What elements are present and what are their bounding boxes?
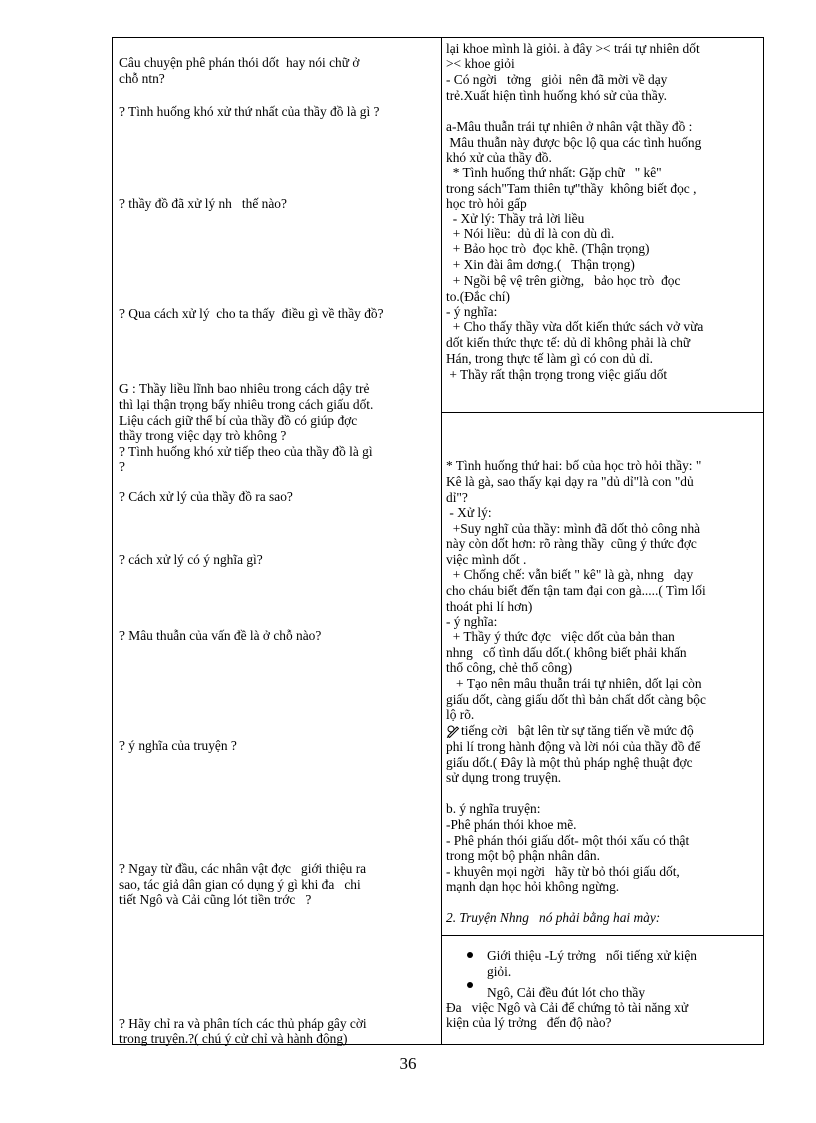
answer-line: +Suy nghĩ của thầy: mình đã dốt thỏ công nhà (446, 521, 701, 536)
answer-line: - khuyên mọi ngời hãy từ bỏ thói giấu dốt, (446, 864, 680, 879)
answer-line: khó xử của thầy đồ. (446, 150, 552, 165)
answer-line: phi lí trong hành động và lời nói của thầy đồ để (446, 739, 701, 754)
answer-line: + Bảo học trò đọc khẽ. (Thận trọng) (446, 241, 650, 256)
bullet-item: Giới thiệu -Lý trởng nổi tiếng xử kiện (487, 948, 697, 963)
question-line: ? Cách xử lý của thầy đồ ra sao? (119, 489, 293, 504)
section-heading: 2. Truyện Nhng nó phải bằng hai mày: (446, 910, 661, 925)
answer-line: + Thầy rất thận trọng trong việc giấu dốt (446, 367, 668, 382)
answer-line: -Phê phán thói khoe mẽ. (446, 817, 577, 832)
answer-line: học trò hỏi gấp (446, 196, 527, 211)
bullet-item: Ngô, Cải đều đút lót cho thầy (487, 985, 646, 1000)
teacher-note: Liệu cách giữ thể bí của thầy đồ có giúp đợc (119, 413, 358, 428)
question-line: ? Ngay từ đầu, các nhân vật đợc giới thiệu ra (119, 861, 367, 876)
question-line: ? Hãy chỉ ra và phân tích các thủ pháp gây cời (119, 1016, 367, 1031)
pen-icon (446, 724, 460, 738)
answer-line: sử dụng trong truyện. (446, 770, 562, 785)
question-line: ? Qua cách xử lý cho ta thấy điều gì về thầy đồ? (119, 306, 384, 321)
answer-line: cho cháu biết đến tận tam đại con gà.....( Tìm lối (446, 583, 706, 598)
question-line: ? Mâu thuẫn của vấn đề là ở chỗ nào? (119, 628, 322, 643)
question-line: Câu chuyện phê phán thói dốt hay nói chữ ở (119, 55, 360, 70)
page-number: 36 (399, 1054, 417, 1073)
answer-line: lộ rõ. (446, 707, 475, 722)
question-line: ? Tình huống khó xử thứ nhất của thầy đồ là gì ? (119, 104, 380, 119)
section-heading: a-Mâu thuẫn trái tự nhiên ở nhân vật thầy đồ : (446, 119, 693, 134)
answer-line: + Xin đài âm dơng.( Thận trọng) (446, 257, 635, 272)
answer-line: - ý nghĩa: (446, 614, 498, 629)
questions-column (113, 38, 441, 1044)
answer-line: - Xử lý: Thầy trả lời liều (446, 211, 585, 226)
answer-line: dỉ"? (446, 490, 468, 505)
question-line: ? ý nghĩa của truyện ? (119, 738, 237, 753)
answer-line: trẻ.Xuất hiện tình huống khó sử của thầy. (446, 88, 667, 103)
answer-line: tiếng cời bật lên từ sự tăng tiến về mức độ (461, 723, 694, 738)
answer-line: Đa việc Ngô và Cải để chứng tỏ tài năng xử (446, 1000, 689, 1015)
answer-line: - ý nghĩa: (446, 304, 498, 319)
question-line: tiết Ngô và Cải cũng lót tiền trớc ? (119, 892, 312, 907)
question-line: sao, tác giả dân gian có dụng ý gì khi đa chi (119, 877, 361, 892)
answer-line: Mâu thuẫn này được bộc lộ qua các tình huống (446, 135, 702, 150)
answer-line: + Chống chế: vẫn biết " kê" là gà, nhng dạy (446, 567, 694, 582)
answer-line: dốt kiến thức thực tế: dủ dỉ không phải là chữ (446, 335, 691, 350)
answer-line: + Thầy ý thức đợc việc dốt của bản than (446, 629, 675, 644)
answer-line: kiện của lý trởng đến độ nào? (446, 1015, 612, 1030)
answers-column (442, 38, 763, 1044)
answer-line: * Tình huống thứ hai: bố của học trò hỏi thầy: " (446, 458, 702, 473)
answer-line: nhng cố tình dấu dốt.( không biết phải khấn (446, 645, 687, 660)
answer-line: - Phê phán thói giấu dốt- một thói xấu có thật (446, 833, 690, 848)
question-line: ? thầy đồ đã xử lý nh thế nào? (119, 196, 287, 211)
answer-line: này còn dốt hơn: rõ ràng thầy cũng ý thức đợc (446, 536, 697, 551)
bullet-item: giỏi. (487, 964, 512, 979)
answer-line: lại khoe mình là giỏi. à đây >< trái tự nhiên dốt (446, 41, 700, 56)
bullet-icon (467, 982, 473, 988)
lesson-table (112, 37, 764, 1045)
teacher-note: thầy trong việc dạy trò không ? (119, 428, 287, 443)
answer-line: + Nói liều: dủ dỉ là con dù dì. (446, 226, 615, 241)
answer-line: to.(Đắc chí) (446, 289, 510, 304)
answer-line: >< khoe giỏi (446, 56, 515, 71)
answer-line: Kê là gà, sao thấy kại dạy ra "dủ dỉ"là con "dủ (446, 474, 694, 489)
answer-line: thoát phi lí hơn) (446, 599, 533, 614)
answer-line: + Tạo nên mâu thuẫn trái tự nhiên, dốt lại còn (446, 676, 702, 691)
section-separator (442, 412, 763, 413)
question-line: ? cách xử lý có ý nghĩa gì? (119, 552, 263, 567)
answer-line: mạnh dạn học hỏi không ngừng. (446, 879, 620, 894)
answer-line: + Ngồi bệ vệ trên giờng, bảo học trò đọc (446, 273, 681, 288)
answer-line: - Xử lý: (446, 505, 492, 520)
answer-line: + Cho thấy thầy vừa dốt kiến thức sách vở vừa (446, 319, 704, 334)
question-line: ? (119, 459, 125, 474)
answer-line: giấu dốt, càng giấu dốt thì bản chất dốt càng bộc (446, 692, 706, 707)
answer-line: * Tình huống thứ nhất: Gặp chữ " kê" (446, 165, 662, 180)
section-separator (442, 935, 763, 936)
question-line: ? Tình huống khó xử tiếp theo của thầy đồ là gì (119, 444, 373, 459)
question-line: trong truyện.?( chú ý cử chỉ và hành động) (119, 1031, 348, 1046)
bullet-icon (467, 952, 473, 958)
answer-line: Hán, trong thực tế làm gì có con dủ dỉ. (446, 351, 653, 366)
answer-line: việc mình dốt . (446, 552, 527, 567)
answer-line: thổ công, chẻ thổ công) (446, 660, 573, 675)
question-line: chỗ ntn? (119, 71, 165, 86)
teacher-note: thì lại thận trọng bấy nhiêu trong cách giấu dốt. (119, 397, 374, 412)
answer-line: trong sách"Tam thiên tự"thầy không biết đọc , (446, 181, 697, 196)
teacher-note: G : Thầy liều lĩnh bao nhiêu trong cách dậy trẻ (119, 381, 370, 396)
section-heading: b. ý nghĩa truyện: (446, 801, 541, 816)
answer-line: - Có ngời tởng giỏi nên đã mời về dạy (446, 72, 668, 87)
answer-line: trong một bộ phận nhân dân. (446, 848, 600, 863)
answer-line: giấu dốt.( Đây là một thủ pháp nghệ thuật đợc (446, 755, 693, 770)
